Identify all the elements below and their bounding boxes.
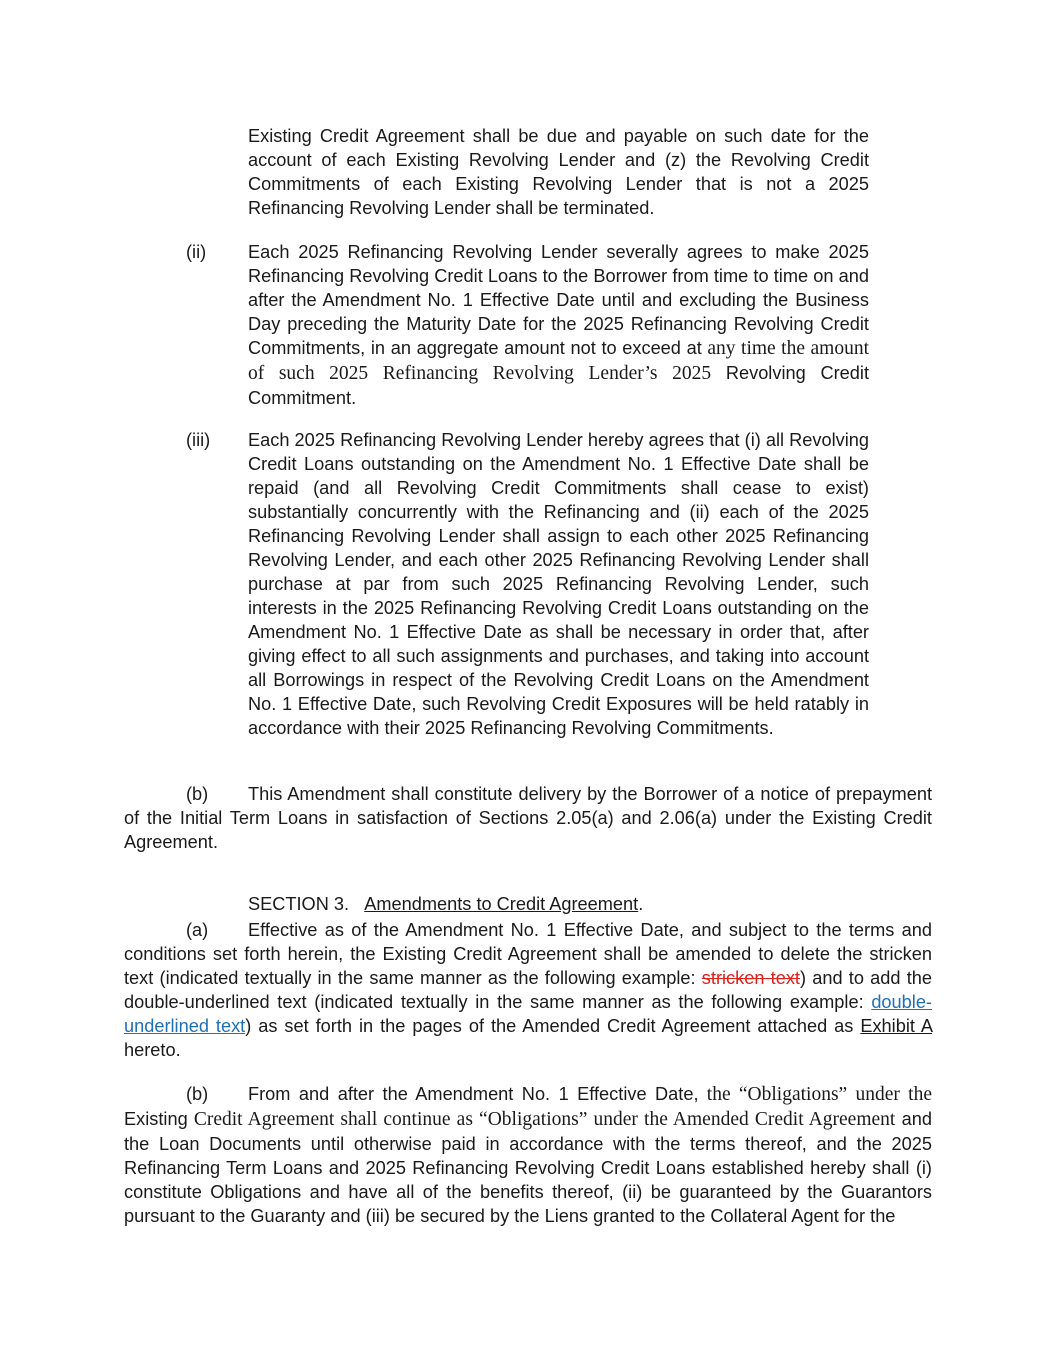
paragraph-b-label: (b) bbox=[186, 784, 209, 804]
item-ii-number: (ii) bbox=[186, 242, 207, 262]
paragraph-a-text-1: Effective as of the Amendment No. 1 Effective Date, and subject to the terms and conditions set forth herein, the Existing Credit Agreement shall be amended to delete the stricken text (indicated textually in the same manner as the following example: bbox=[124, 920, 932, 988]
paragraph-continuation: Existing Credit Agreement shall be due and payable on such date for the account of each Existing Revolving Lender and (z) the Revolving Credit Commitments of each Existing Revolving Lender that is not a 2025 Refinancing Revolving Lender shall be terminated. bbox=[248, 126, 869, 218]
section-3-period: . bbox=[638, 894, 644, 915]
item-ii-text-b: Revolving Credit Commitment. bbox=[248, 363, 870, 408]
section-3-title: Amendments to Credit Agreement bbox=[364, 894, 639, 915]
paragraph-a-text-4: hereto. bbox=[124, 1040, 181, 1060]
item-ii-text-serif: any time the amount of such 2025 Refinancing Revolving Lender’s 2025 bbox=[248, 338, 869, 384]
paragraph-b2-text-2: Existing bbox=[124, 1109, 188, 1129]
double-underlined-text-example[interactable]: double-underlined text bbox=[124, 992, 932, 1036]
paragraph-b2-text-3: and the Loan Documents until otherwise paid in accordance with the terms thereof, and the 2025 Refinancing Term Loans and 2025 Refinancing Revolving Credit Loans established hereby shall (i) constitute Obligations and have all of the benefits thereof, (ii) be guaranteed by the Guarantors pursuant to the Guaranty and (iii) be secured by the Liens granted to the Collateral Agent for the bbox=[124, 1109, 932, 1226]
item-iii-text: Each 2025 Refinancing Revolving Lender hereby agrees that (i) all Revolving Credit Loans outstanding on the Amendment No. 1 Effective Date shall be repaid (and all Revolving Credit Commitments shall cease to exist) substantially concurrently with the Refinancing and (ii) each of the 2025 Refinancing Revolving Lender shall assign to each other 2025 Refinancing Revolving Lender, and each other 2025 Refinancing Revolving Lender shall purchase at par from such 2025 Refinancing Revolving Lender, such interests in the 2025 Refinancing Revolving Credit Loans outstanding on the Amendment No. 1 Effective Date as shall be necessary in order that, after giving effect to all such assignments and purchases, and taking into account all Borrowings in respect of the Revolving Credit Loans on the Amendment No. 1 Effective Date, such Revolving Credit Exposures will be held ratably in accordance with their 2025 Refinancing Revolving Commitments. bbox=[248, 430, 869, 738]
paragraph-b2-text-1: From and after the Amendment No. 1 Effective Date, bbox=[248, 1084, 699, 1104]
paragraph-b2-serif-2: Credit Agreement shall continue as “Obligations” under the Amended Credit Agreement bbox=[187, 1109, 896, 1130]
item-ii-text bbox=[248, 240, 869, 410]
section-3-heading bbox=[248, 892, 643, 916]
paragraph-a-label: (a) bbox=[186, 920, 209, 940]
paragraph-a-text-3: ) as set forth in the pages of the Amended Credit Agreement attached as bbox=[245, 1016, 861, 1036]
paragraph-b-obligations bbox=[124, 1082, 932, 1228]
stricken-text-example: stricken text bbox=[701, 968, 800, 988]
item-iii-number: (iii) bbox=[186, 430, 211, 450]
exhibit-a-reference: Exhibit A bbox=[860, 1016, 932, 1036]
paragraph-b2-serif-1: the “Obligations” under the bbox=[698, 1084, 932, 1105]
paragraph-a-amendments bbox=[124, 918, 932, 1062]
paragraph-b-prepayment bbox=[124, 782, 932, 854]
paragraph-a-text-2: ) and to add the double-underlined text (indicated textually in the same manner as the following example: bbox=[124, 968, 933, 1012]
item-ii-text-a: Each 2025 Refinancing Revolving Lender severally agrees to make 2025 Refinancing Revolving Credit Loans to the Borrower from time to time on and after the Amendment No. 1 Effective Date until and excluding the Business Day preceding the Maturity Date for the 2025 Refinancing Revolving Credit Commitments, in an aggregate amount not to exceed at bbox=[248, 242, 869, 358]
paragraph-b-text: This Amendment shall constitute delivery by the Borrower of a notice of prepayment of the Initial Term Loans in satisfaction of Sections 2.05(a) and 2.06(a) under the Existing Credit Agreement. bbox=[124, 784, 932, 852]
section-3-number: SECTION 3. bbox=[248, 894, 350, 915]
paragraph-b2-label: (b) bbox=[186, 1084, 209, 1104]
